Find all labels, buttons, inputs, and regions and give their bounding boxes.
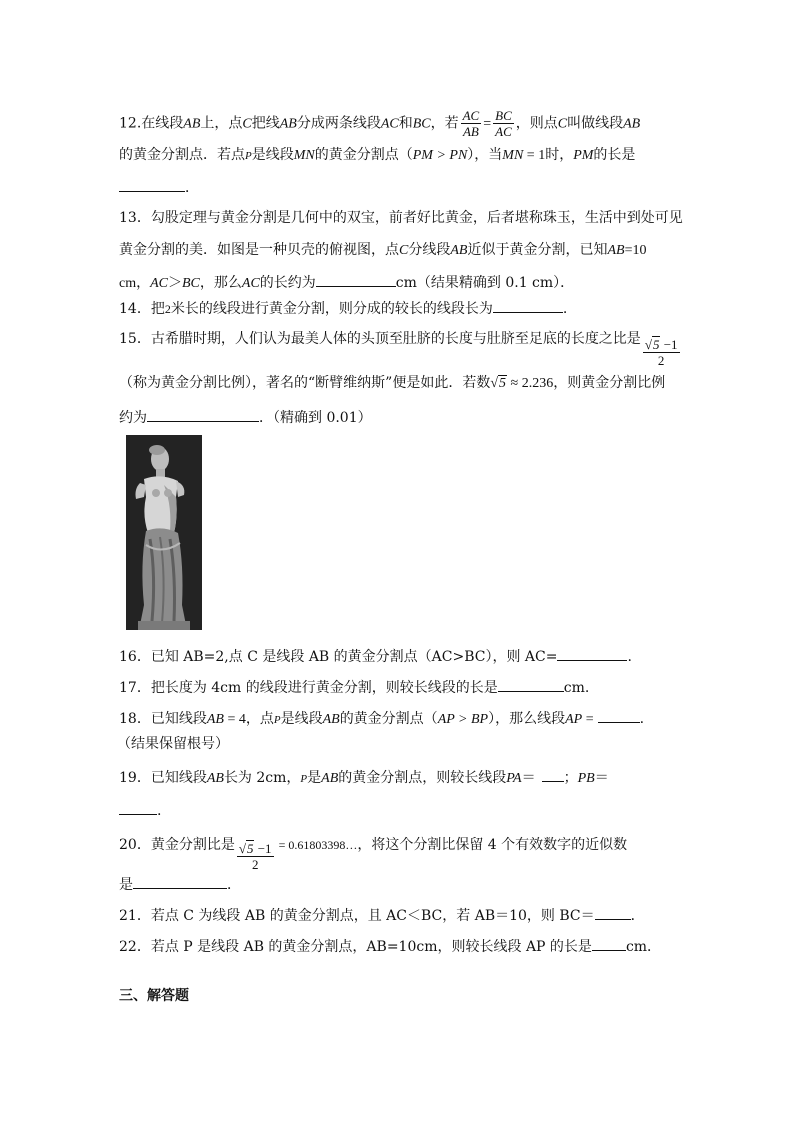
q12-fraction-bc-ac [493,108,514,139]
fraction-numerator [237,841,274,857]
q19-var: P [300,773,308,785]
q19-var: PB [577,771,595,786]
q19-text: 19．已知线段 [119,770,207,786]
q14-value: 2 [164,302,171,316]
q12-answer-blank[interactable] [119,177,185,192]
sqrt-symbol: √5 [644,337,660,352]
q20-text: 20．黄金分割比是 [119,837,235,853]
q18-text: 的黄金分割点（ [339,711,438,727]
sqrt-symbol: √5 [238,841,254,856]
q13-answer-blank[interactable] [316,272,396,287]
q15-text: 约为 [119,410,147,426]
q12-line1 [119,108,640,139]
q18-line1 [119,708,644,729]
q15-text: 15．古希腊时期，人们认为最美人体的头顶至肚脐的长度与肚脐至足底的长度之比是 [119,331,641,347]
q12-text: 上，点 [200,115,243,132]
q13-var: AC [241,276,260,291]
q18-text: . [639,711,645,727]
q13-line2 [119,241,646,260]
q21-line [119,905,645,925]
q13-text: 13．勾股定理与黄金分割是几何中的双宝，前者好比黄金，后者堪称珠玉，生活中到处可见 [119,210,683,226]
q18-var: AB [322,712,340,727]
q15-text: ，则黄金分割比例 [553,375,666,391]
q18-condition: AP > BP [437,712,489,727]
q18-text: 18．已知线段 [119,711,207,727]
fraction-denominator: 2 [657,353,665,368]
q12-var: C [557,116,568,132]
q12-var: MN [502,148,524,163]
q21-text: 21．若点 C 为线段 AB 的黄金分割点，且 AC＜BC，若 AB＝10，则 BC＝ [119,908,595,924]
q19-line1 [119,767,609,788]
q13-text: ，那么 [199,275,242,291]
q14-answer-blank[interactable] [493,298,563,313]
q15-line2 [119,374,665,393]
q12-text: 和 [398,115,413,132]
section-title-answer-questions: 三、解答题 [119,988,189,1004]
q13-text: 近似于黄金分割，已知 [467,242,608,258]
q12-var: P [245,150,252,162]
q19-text: . [157,803,162,819]
q12-line2 [119,146,635,165]
q12-text: 是线段 [251,147,294,163]
q12-text: ），当 [467,147,503,163]
q12-var: AB [623,116,641,132]
q14-text: . [562,301,568,317]
q20-value: = 0.61803398… [275,838,358,852]
q17-line [119,677,589,697]
sqrt-radicand: 5 [246,841,254,856]
q20-line2 [119,874,241,894]
fraction-numerator-rest: −1 [660,337,678,352]
q13-var: C [399,243,409,258]
fraction-denominator: 2 [251,857,259,872]
q12-var: AB [183,116,201,132]
sqrt-symbol: √5 [490,376,507,391]
q14-line [119,298,567,318]
q12-text: 时， [545,147,574,163]
q13-text: 的长约为 [259,275,316,291]
q12-text: 的黄金分割点．若点 [119,147,245,163]
q15-text: （称为黄金分割比例），著名的“断臂维纳斯”便是如此．若数 [119,375,491,391]
q12-var: PM [573,148,594,163]
q20-fraction-golden [237,841,274,872]
q18-answer-blank[interactable] [598,708,640,723]
q17-text: 17．把长度为 4cm 的线段进行黄金分割，则较长线段的长是 [119,680,498,696]
q18-line2 [117,735,229,753]
q18-var: AP [565,712,583,727]
q19-text: ＝ [521,770,536,786]
q15-text: ．（精确到 0.01） [259,410,372,426]
q13-text: cm， [119,276,151,291]
q19-text: ＝ [594,770,609,786]
q12-var: C [242,116,252,132]
q19-pb-answer-blank[interactable] [119,800,157,815]
q13-var: AC [150,276,168,291]
q12-text: ． [185,180,199,196]
q15-answer-blank[interactable] [147,407,259,422]
statue-illustration [126,435,202,630]
q22-text: 22．若点 P 是线段 AB 的黄金分割点，AB=10cm，则较长线段 AP 的长是 [119,939,592,955]
q12-var: AC [380,116,399,132]
q16-text: 16．已知 AB=2,点 C 是线段 AB 的黄金分割点（AC>BC），则 AC= [119,649,558,665]
equals-sign: = [483,116,492,132]
q12-text: 的黄金分割点（ [314,147,413,163]
q19-var: AB [206,771,224,786]
q13-line1 [119,209,683,227]
q19-var: PA [506,771,522,786]
q12-text: 把线 [251,115,280,132]
fraction-numerator [643,337,680,353]
q12-var: BC [412,116,431,132]
q16-answer-blank[interactable] [557,646,627,661]
q13-var: AB [450,243,468,258]
q16-line [119,646,632,666]
q21-text: ． [630,908,645,924]
q18-note: （结果保留根号） [117,736,229,752]
q18-text: 是线段 [280,711,323,727]
q14-text: 米长的线段进行黄金分割，则分成的较长的线段长为 [170,301,493,317]
q12-text: 的长是 [593,147,636,163]
q12-text: ，则点 [515,115,558,132]
venus-de-milo-image [126,435,202,630]
q12-var: MN [293,148,315,163]
q15-sqrt [490,376,553,391]
q13-line3 [119,272,574,293]
q12-text: 分成两条线段 [296,115,381,132]
q13-text: 黄金分割的美．如图是一种贝壳的俯视图，点 [119,242,399,258]
q19-text: 是 [307,770,322,786]
q13-var: AB [607,243,625,258]
q12-value: = 1 [523,148,546,163]
q14-text: 14．把 [119,301,165,317]
q18-value: = 4 [223,712,246,727]
q12-fraction-ac-ab [461,108,482,139]
fraction-denominator: AB [462,124,479,139]
q18-text: ），那么线段 [488,711,566,727]
q13-value: =10 [624,243,647,258]
q19-text: 的黄金分割点，则较长线段 [338,770,507,786]
q20-text: ，将这个分割比保留 4 个有效数字的近似数 [357,837,628,853]
q13-text: ＞ [168,275,182,291]
fraction-numerator-rest: −1 [254,841,272,856]
q20-text: ． [227,877,241,893]
fraction-numerator: BC [495,108,512,123]
fraction-numerator: AC [462,108,480,123]
sqrt-radicand: 5 [652,337,660,352]
q12-condition: PM > PN [412,148,468,163]
q12-var: AB [279,116,297,132]
equals-sign: = [582,712,594,727]
q13-var: BC [182,276,200,291]
q15-line1 [119,330,682,368]
q19-text: 长为 2cm， [223,770,301,786]
q15-fraction-golden [643,337,680,368]
q16-text: . [627,649,632,665]
q20-answer-blank[interactable] [133,874,227,889]
q20-text: 是 [119,877,133,893]
q12-text: 12.在线段 [119,115,184,132]
q22-answer-blank[interactable] [592,936,626,951]
q12-text: ，若 [430,115,459,132]
q18-var: P [273,714,281,726]
q13-text: 分线段 [408,242,451,258]
sqrt-radicand: 5 [499,376,507,391]
fraction-denominator: AC [495,124,512,139]
q19-var: AB [321,771,339,786]
q17-answer-blank[interactable] [498,677,564,692]
q19-line2 [119,800,161,820]
q18-text: ，点 [245,711,274,727]
q20-line1 [119,836,627,872]
q18-var: AB [206,712,224,727]
q22-text: cm． [625,939,662,955]
q13-text: cm（结果精确到 0.1 cm）． [395,275,575,291]
q21-answer-blank[interactable] [595,905,631,920]
q17-text: cm. [563,680,590,696]
q22-line [119,936,661,956]
q12-line3 [119,177,199,197]
q12-text: 叫做线段 [567,115,624,132]
q19-text: ； [563,770,578,786]
q15-line3 [119,407,372,427]
q15-value: ≈ 2.236 [507,376,554,391]
q19-pa-answer-blank[interactable] [542,767,564,782]
